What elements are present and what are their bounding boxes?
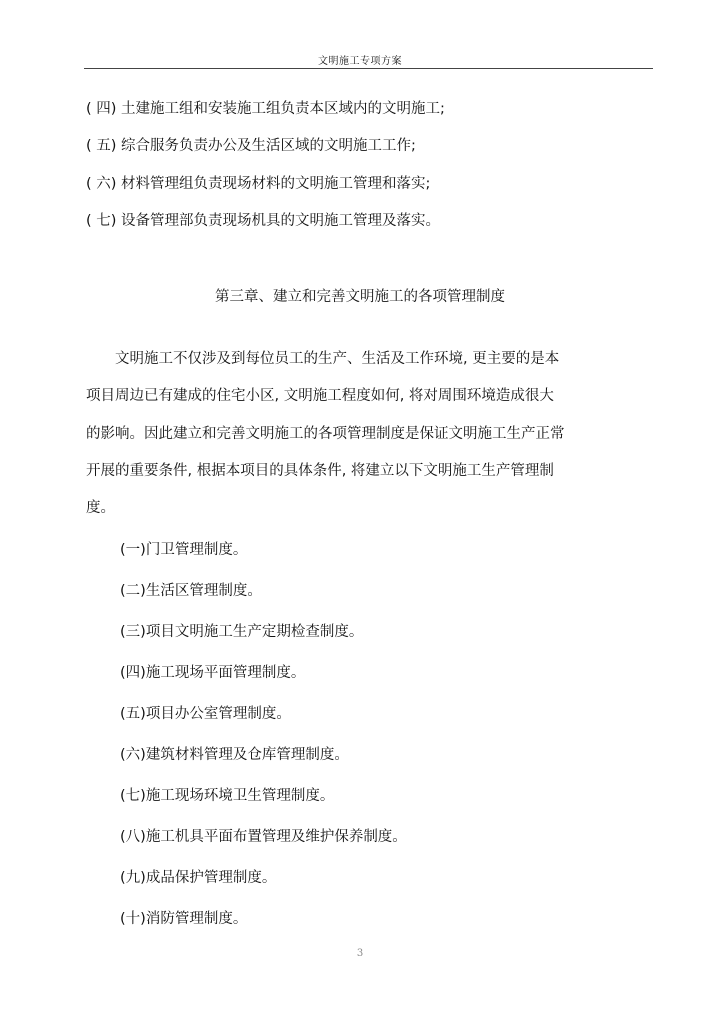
system-item: (四)施工现场平面管理制度。 bbox=[120, 665, 306, 681]
section-item: ( 四) 土建施工组和安装施工组负责本区域内的文明施工; bbox=[86, 101, 445, 117]
paragraph-line: 的影响。因此建立和完善文明施工的各项管理制度是保证文明施工生产正常 bbox=[86, 426, 565, 442]
system-item: (一)门卫管理制度。 bbox=[120, 542, 248, 558]
system-item: (八)施工机具平面布置管理及维护保养制度。 bbox=[120, 829, 407, 845]
system-item: (二)生活区管理制度。 bbox=[120, 583, 262, 599]
system-item: (十)消防管理制度。 bbox=[120, 911, 248, 927]
paragraph-line: 度。 bbox=[86, 500, 115, 516]
system-item: (五)项目办公室管理制度。 bbox=[120, 706, 291, 722]
paragraph-line: 文明施工不仅涉及到每位员工的生产、生活及工作环境, 更主要的是本 bbox=[115, 351, 560, 367]
running-header: 文明施工专项方案 bbox=[318, 56, 402, 67]
section-item: ( 七) 设备管理部负责现场机具的文明施工管理及落实。 bbox=[86, 213, 441, 229]
system-item: (九)成品保护管理制度。 bbox=[120, 870, 277, 886]
header-divider bbox=[84, 68, 653, 69]
section-item: ( 五) 综合服务负责办公及生活区域的文明施工工作; bbox=[86, 138, 416, 154]
system-item: (六)建筑材料管理及仓库管理制度。 bbox=[120, 747, 349, 763]
system-item: (三)项目文明施工生产定期检查制度。 bbox=[120, 624, 364, 640]
paragraph-line: 开展的重要条件, 根据本项目的具体条件, 将建立以下文明施工生产管理制 bbox=[86, 463, 554, 479]
system-item: (七)施工现场环境卫生管理制度。 bbox=[120, 788, 335, 804]
page-number: 3 bbox=[356, 948, 364, 959]
paragraph-line: 项目周边已有建成的住宅小区, 文明施工程度如何, 将对周围环境造成很大 bbox=[86, 388, 554, 404]
chapter-title: 第三章、建立和完善文明施工的各项管理制度 bbox=[215, 289, 505, 305]
section-item: ( 六) 材料管理组负责现场材料的文明施工管理和落实; bbox=[86, 176, 431, 192]
